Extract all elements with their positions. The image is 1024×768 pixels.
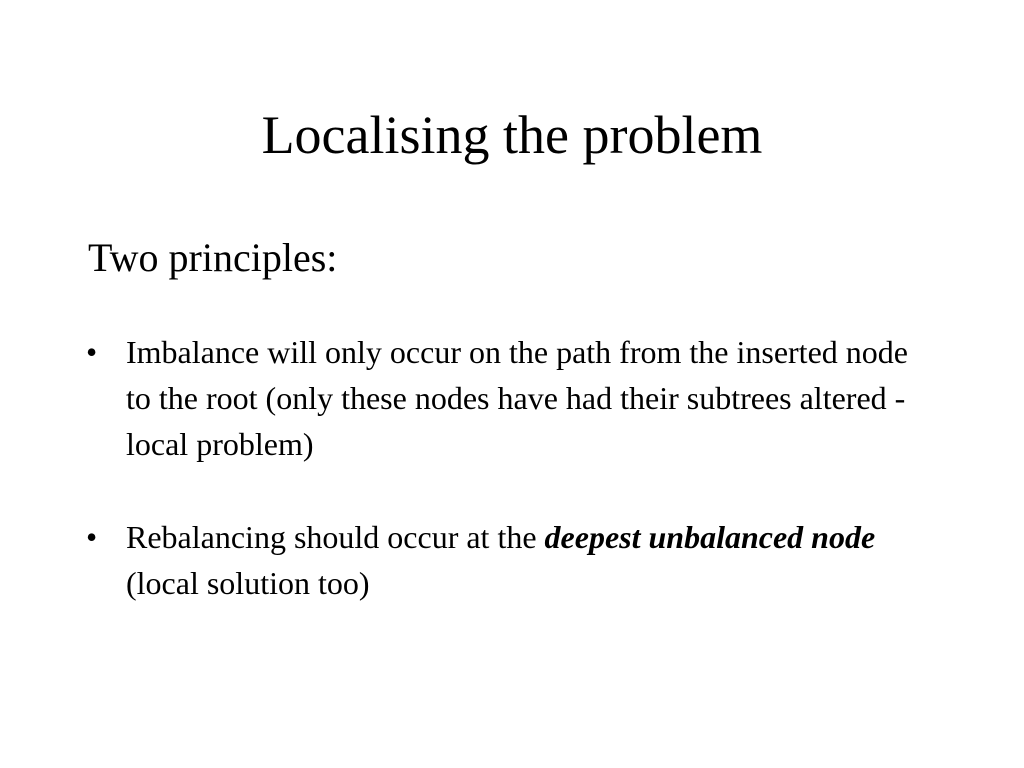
bullet-item-rebalancing — [86, 514, 926, 606]
bullet-text-end: (local solution too) — [126, 565, 370, 601]
bullet-text: Imbalance will only occur on the path from the inserted node to the root (only these nodes have had their subtrees altered - local problem) — [126, 334, 908, 462]
bullet-text-emphasis: deepest unbalanced node — [544, 519, 876, 555]
bullet-item-imbalance — [86, 329, 926, 467]
bullet-text-start: Rebalancing should occur at the — [126, 519, 545, 555]
bullet-dot-icon: • — [86, 334, 98, 370]
intro-text: Two principles: — [88, 235, 338, 280]
slide-title: Localising the problem — [261, 105, 763, 165]
bullet-dot-icon: • — [86, 519, 98, 555]
